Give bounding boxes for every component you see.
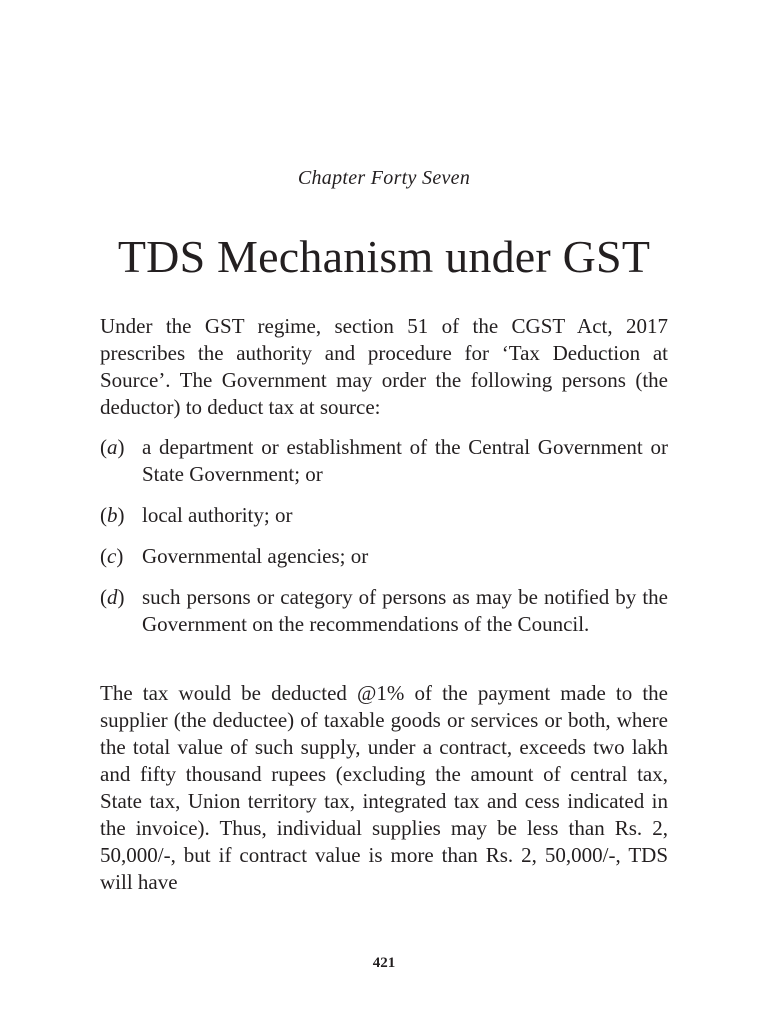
chapter-label: Chapter Forty Seven xyxy=(297,167,471,189)
list-marker: (a) xyxy=(100,435,125,459)
list-item-a xyxy=(100,434,668,488)
page-number: 421 xyxy=(372,955,396,971)
list-item-c xyxy=(100,543,668,570)
list-marker: (d) xyxy=(100,585,125,609)
list-marker: (b) xyxy=(100,503,125,527)
list-marker: (c) xyxy=(100,544,124,568)
list-item-text: local authority; or xyxy=(142,503,293,527)
list-item-text: a department or establishment of the Central Government or State Government; or xyxy=(142,435,668,486)
body-paragraph-text: The tax would be deducted @1% of the payment made to the supplier (the deductee) of taxable goods or services or both, where the total value of such supply, under a contract, exceeds two lakh and fifty thousand rupees (excluding the amount of central tax, State tax, Union territory tax, integrated tax and cess indicated in the invoice). Thus, individual supplies may be less than Rs. 2, 50,000/-, but if contract value is more than Rs. 2, 50,000/-, TDS will have xyxy=(100,681,668,894)
list-item-b xyxy=(100,502,668,529)
chapter-title: TDS Mechanism under GST xyxy=(117,231,651,282)
list-item-text: Governmental agencies; or xyxy=(142,544,369,568)
list-item-d xyxy=(100,584,668,638)
list-item-text: such persons or category of persons as may be notified by the Government on the recommendations of the Council. xyxy=(142,585,668,636)
intro-text: Under the GST regime, section 51 of the CGST Act, 2017 prescribes the authority and procedure for ‘Tax Deduction at Source’. The Government may order the following persons (the deductor) to deduct tax at source: xyxy=(100,314,668,419)
body-paragraph xyxy=(100,680,668,896)
deductor-list xyxy=(100,434,668,638)
intro-paragraph xyxy=(100,313,668,421)
